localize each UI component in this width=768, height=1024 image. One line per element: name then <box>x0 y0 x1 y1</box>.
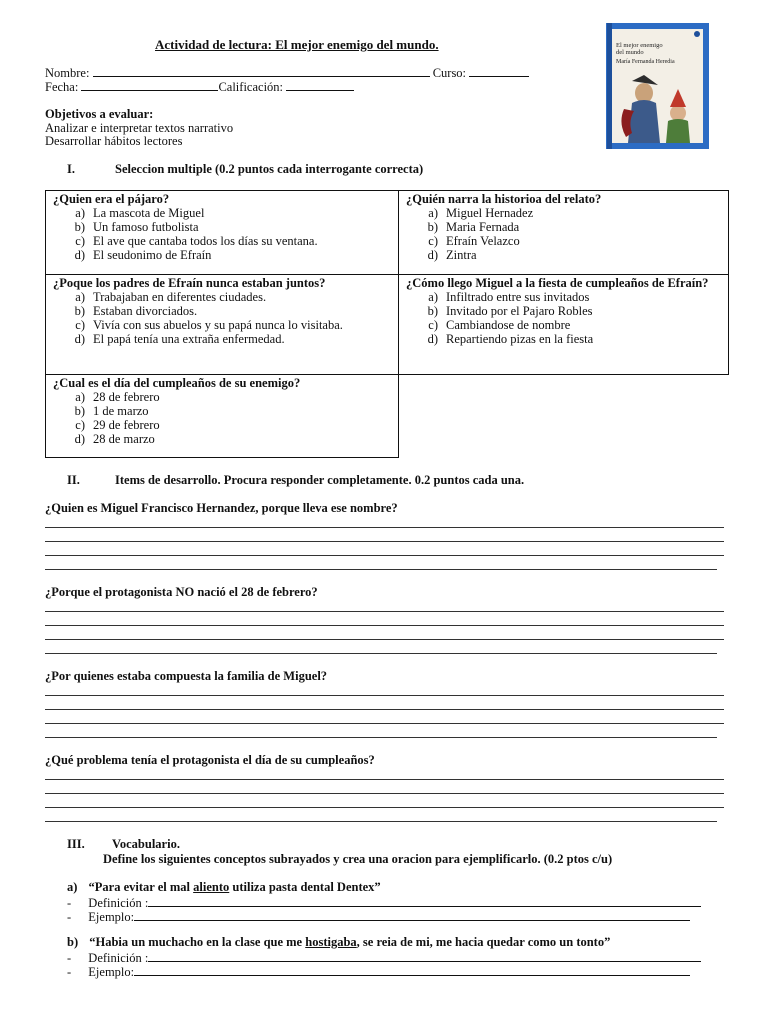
option-text: Cambiandose de nombre <box>446 318 571 332</box>
question-cell <box>398 190 729 275</box>
option[interactable] <box>53 248 391 262</box>
option-letter: d) <box>74 248 85 262</box>
question-cell <box>45 374 399 458</box>
option[interactable] <box>53 220 391 234</box>
development-question: ¿Quien es Miguel Francisco Hernandez, porque lleva ese nombre? <box>45 501 398 515</box>
option[interactable] <box>53 318 391 332</box>
section-2-title: Items de desarrollo. Procura responder completamente. 0.2 puntos cada una. <box>115 473 525 487</box>
question-text: ¿Cual es el día del cumpleaños de su enemigo? <box>53 376 301 390</box>
option[interactable] <box>53 418 391 432</box>
definicion-field[interactable] <box>148 894 701 907</box>
development-question: ¿Por quienes estaba compuesta la familia de Miguel? <box>45 669 328 683</box>
option-text: Invitado por el Pajaro Robles <box>446 304 593 318</box>
objectives-heading: Objetivos a evaluar: <box>45 107 154 121</box>
answer-line[interactable] <box>45 695 724 696</box>
development-question: ¿Porque el protagonista NO nació el 28 de febrero? <box>45 585 318 599</box>
vocab-item <box>67 880 381 895</box>
option[interactable] <box>406 234 721 248</box>
development-question: ¿Qué problema tenía el protagonista el día de su cumpleaños? <box>45 753 375 767</box>
vocab-sentence-end: , se reia de mi, me hacia quedar como un tonto” <box>356 935 611 949</box>
section-3-number: III. <box>67 837 85 851</box>
section-3-title: Vocabulario. <box>112 837 180 851</box>
definicion-label: Definición : <box>88 951 149 965</box>
question-cell <box>45 190 399 275</box>
option-text: Un famoso futbolista <box>93 220 199 234</box>
option-text: La mascota de Miguel <box>93 206 205 220</box>
answer-line[interactable] <box>45 723 724 724</box>
vocab-letter: b) <box>67 935 79 949</box>
cover-author: María Fernanda Heredia <box>616 59 675 65</box>
option-text: 1 de marzo <box>93 404 149 418</box>
answer-line[interactable] <box>45 569 717 570</box>
objective-item: Analizar e interpretar textos narrativo <box>45 121 234 135</box>
answer-line[interactable] <box>45 737 717 738</box>
option-text: Trabajaban en diferentes ciudades. <box>93 290 267 304</box>
answer-line[interactable] <box>45 541 724 542</box>
option-text: Zintra <box>446 248 477 262</box>
answer-line[interactable] <box>45 653 717 654</box>
vocab-word: aliento <box>193 880 230 894</box>
fecha-label: Fecha: <box>45 80 79 94</box>
answer-line[interactable] <box>45 527 724 528</box>
question-text: ¿Poque los padres de Efraín nunca estaban juntos? <box>53 276 326 290</box>
curso-field[interactable] <box>469 64 529 77</box>
option[interactable] <box>53 404 391 418</box>
cover-illustration <box>614 73 704 143</box>
multiple-choice-table <box>45 190 729 458</box>
answer-line[interactable] <box>45 821 717 822</box>
option-letter: d) <box>74 432 85 446</box>
option[interactable] <box>406 318 721 332</box>
ejemplo-row <box>67 908 690 925</box>
option-text: Infiltrado entre sus invitados <box>446 290 590 304</box>
option[interactable] <box>53 390 391 404</box>
vocab-letter: a) <box>67 880 78 894</box>
nombre-field[interactable] <box>93 64 430 77</box>
curso-label: Curso: <box>432 66 467 80</box>
option[interactable] <box>406 332 721 346</box>
answer-line[interactable] <box>45 639 724 640</box>
ejemplo-row <box>67 963 690 980</box>
answer-line[interactable] <box>45 709 724 710</box>
vocab-sentence-start: “Habia un muchacho en la clase que me <box>89 935 306 949</box>
option[interactable] <box>406 248 721 262</box>
option[interactable] <box>53 332 391 346</box>
answer-line[interactable] <box>45 555 724 556</box>
option-letter: d) <box>427 248 438 262</box>
option-letter: a) <box>428 206 438 220</box>
option-letter: b) <box>74 304 85 318</box>
objective-item: Desarrollar hábitos lectores <box>45 134 183 148</box>
calificacion-label: Calificación: <box>218 80 284 94</box>
option[interactable] <box>53 206 391 220</box>
option-text: Miguel Hernadez <box>446 206 534 220</box>
vocab-item <box>67 935 610 950</box>
option-letter: b) <box>74 220 85 234</box>
question-cell <box>398 274 729 375</box>
option[interactable] <box>406 206 721 220</box>
option-letter: a) <box>428 290 438 304</box>
option-letter: c) <box>428 318 438 332</box>
option-letter: d) <box>427 332 438 346</box>
vocab-sentence-start: “Para evitar el mal <box>88 880 194 894</box>
option-text: Efraín Velazco <box>446 234 520 248</box>
calificacion-field[interactable] <box>286 78 354 91</box>
option-text: El ave que cantaba todos los días su ventana. <box>93 234 318 248</box>
section-3-instructions: Define los siguientes conceptos subrayados y crea una oracion para ejemplificarlo. (0.2 ptos c/u) <box>103 852 613 866</box>
answer-line[interactable] <box>45 793 724 794</box>
option[interactable] <box>53 234 391 248</box>
option-letter: c) <box>75 234 85 248</box>
option-letter: b) <box>427 304 438 318</box>
option-letter: a) <box>75 390 85 404</box>
question-text: ¿Quién narra la historioa del relato? <box>406 192 602 206</box>
option-text: 28 de marzo <box>93 432 155 446</box>
ejemplo-label: Ejemplo: <box>88 910 135 924</box>
nombre-label: Nombre: <box>45 66 90 80</box>
option-letter: a) <box>75 206 85 220</box>
option[interactable] <box>53 304 391 318</box>
fecha-field[interactable] <box>81 78 218 91</box>
section-1-title: Seleccion multiple (0.2 puntos cada interrogante correcta) <box>115 162 424 176</box>
option-letter: b) <box>427 220 438 234</box>
answer-line[interactable] <box>45 611 724 612</box>
ejemplo-field[interactable] <box>134 908 690 921</box>
vocab-word: hostigaba <box>305 935 357 949</box>
bullet-dash: - <box>67 910 72 924</box>
page-title: Actividad de lectura: El mejor enemigo del mundo. <box>155 37 439 52</box>
answer-line[interactable] <box>45 625 724 626</box>
option[interactable] <box>406 220 721 234</box>
answer-line[interactable] <box>45 779 724 780</box>
answer-line[interactable] <box>45 807 724 808</box>
ejemplo-label: Ejemplo: <box>88 965 135 979</box>
option-text: 29 de febrero <box>93 418 160 432</box>
question-text: ¿Quien era el pájaro? <box>53 192 170 206</box>
option-letter: c) <box>75 418 85 432</box>
option-text: Estaban divorciados. <box>93 304 198 318</box>
option-text: 28 de febrero <box>93 390 160 404</box>
definicion-field[interactable] <box>148 949 701 962</box>
option[interactable] <box>406 304 721 318</box>
definicion-label: Definición : <box>88 896 149 910</box>
option-text: Repartiendo pizas en la fiesta <box>446 332 594 346</box>
option-text: Vivía con sus abuelos y su papá nunca lo visitaba. <box>93 318 343 332</box>
option[interactable] <box>53 290 391 304</box>
fecha-row <box>45 78 354 95</box>
cover-title: El mejor enemigo del mundo <box>616 42 663 56</box>
section-2-number: II. <box>67 473 80 487</box>
option[interactable] <box>53 432 391 446</box>
bullet-dash: - <box>67 896 72 910</box>
option[interactable] <box>406 290 721 304</box>
vocab-sentence-end: utiliza pasta dental Dentex” <box>229 880 381 894</box>
option-letter: d) <box>74 332 85 346</box>
publisher-logo-icon <box>694 31 700 37</box>
option-letter: c) <box>428 234 438 248</box>
section-1-number: I. <box>67 162 75 176</box>
option-text: El papá tenía una extraña enfermedad. <box>93 332 285 346</box>
bullet-dash: - <box>67 951 72 965</box>
option-letter: a) <box>75 290 85 304</box>
option-letter: b) <box>74 404 85 418</box>
ejemplo-field[interactable] <box>134 963 690 976</box>
book-cover-image <box>606 23 709 149</box>
option-text: Maria Fernada <box>446 220 520 234</box>
question-cell <box>45 274 399 375</box>
option-letter: c) <box>75 318 85 332</box>
question-text: ¿Cómo llego Miguel a la fiesta de cumpleaños de Efraín? <box>406 276 709 290</box>
option-text: El seudonimo de Efraín <box>93 248 212 262</box>
bullet-dash: - <box>67 965 72 979</box>
